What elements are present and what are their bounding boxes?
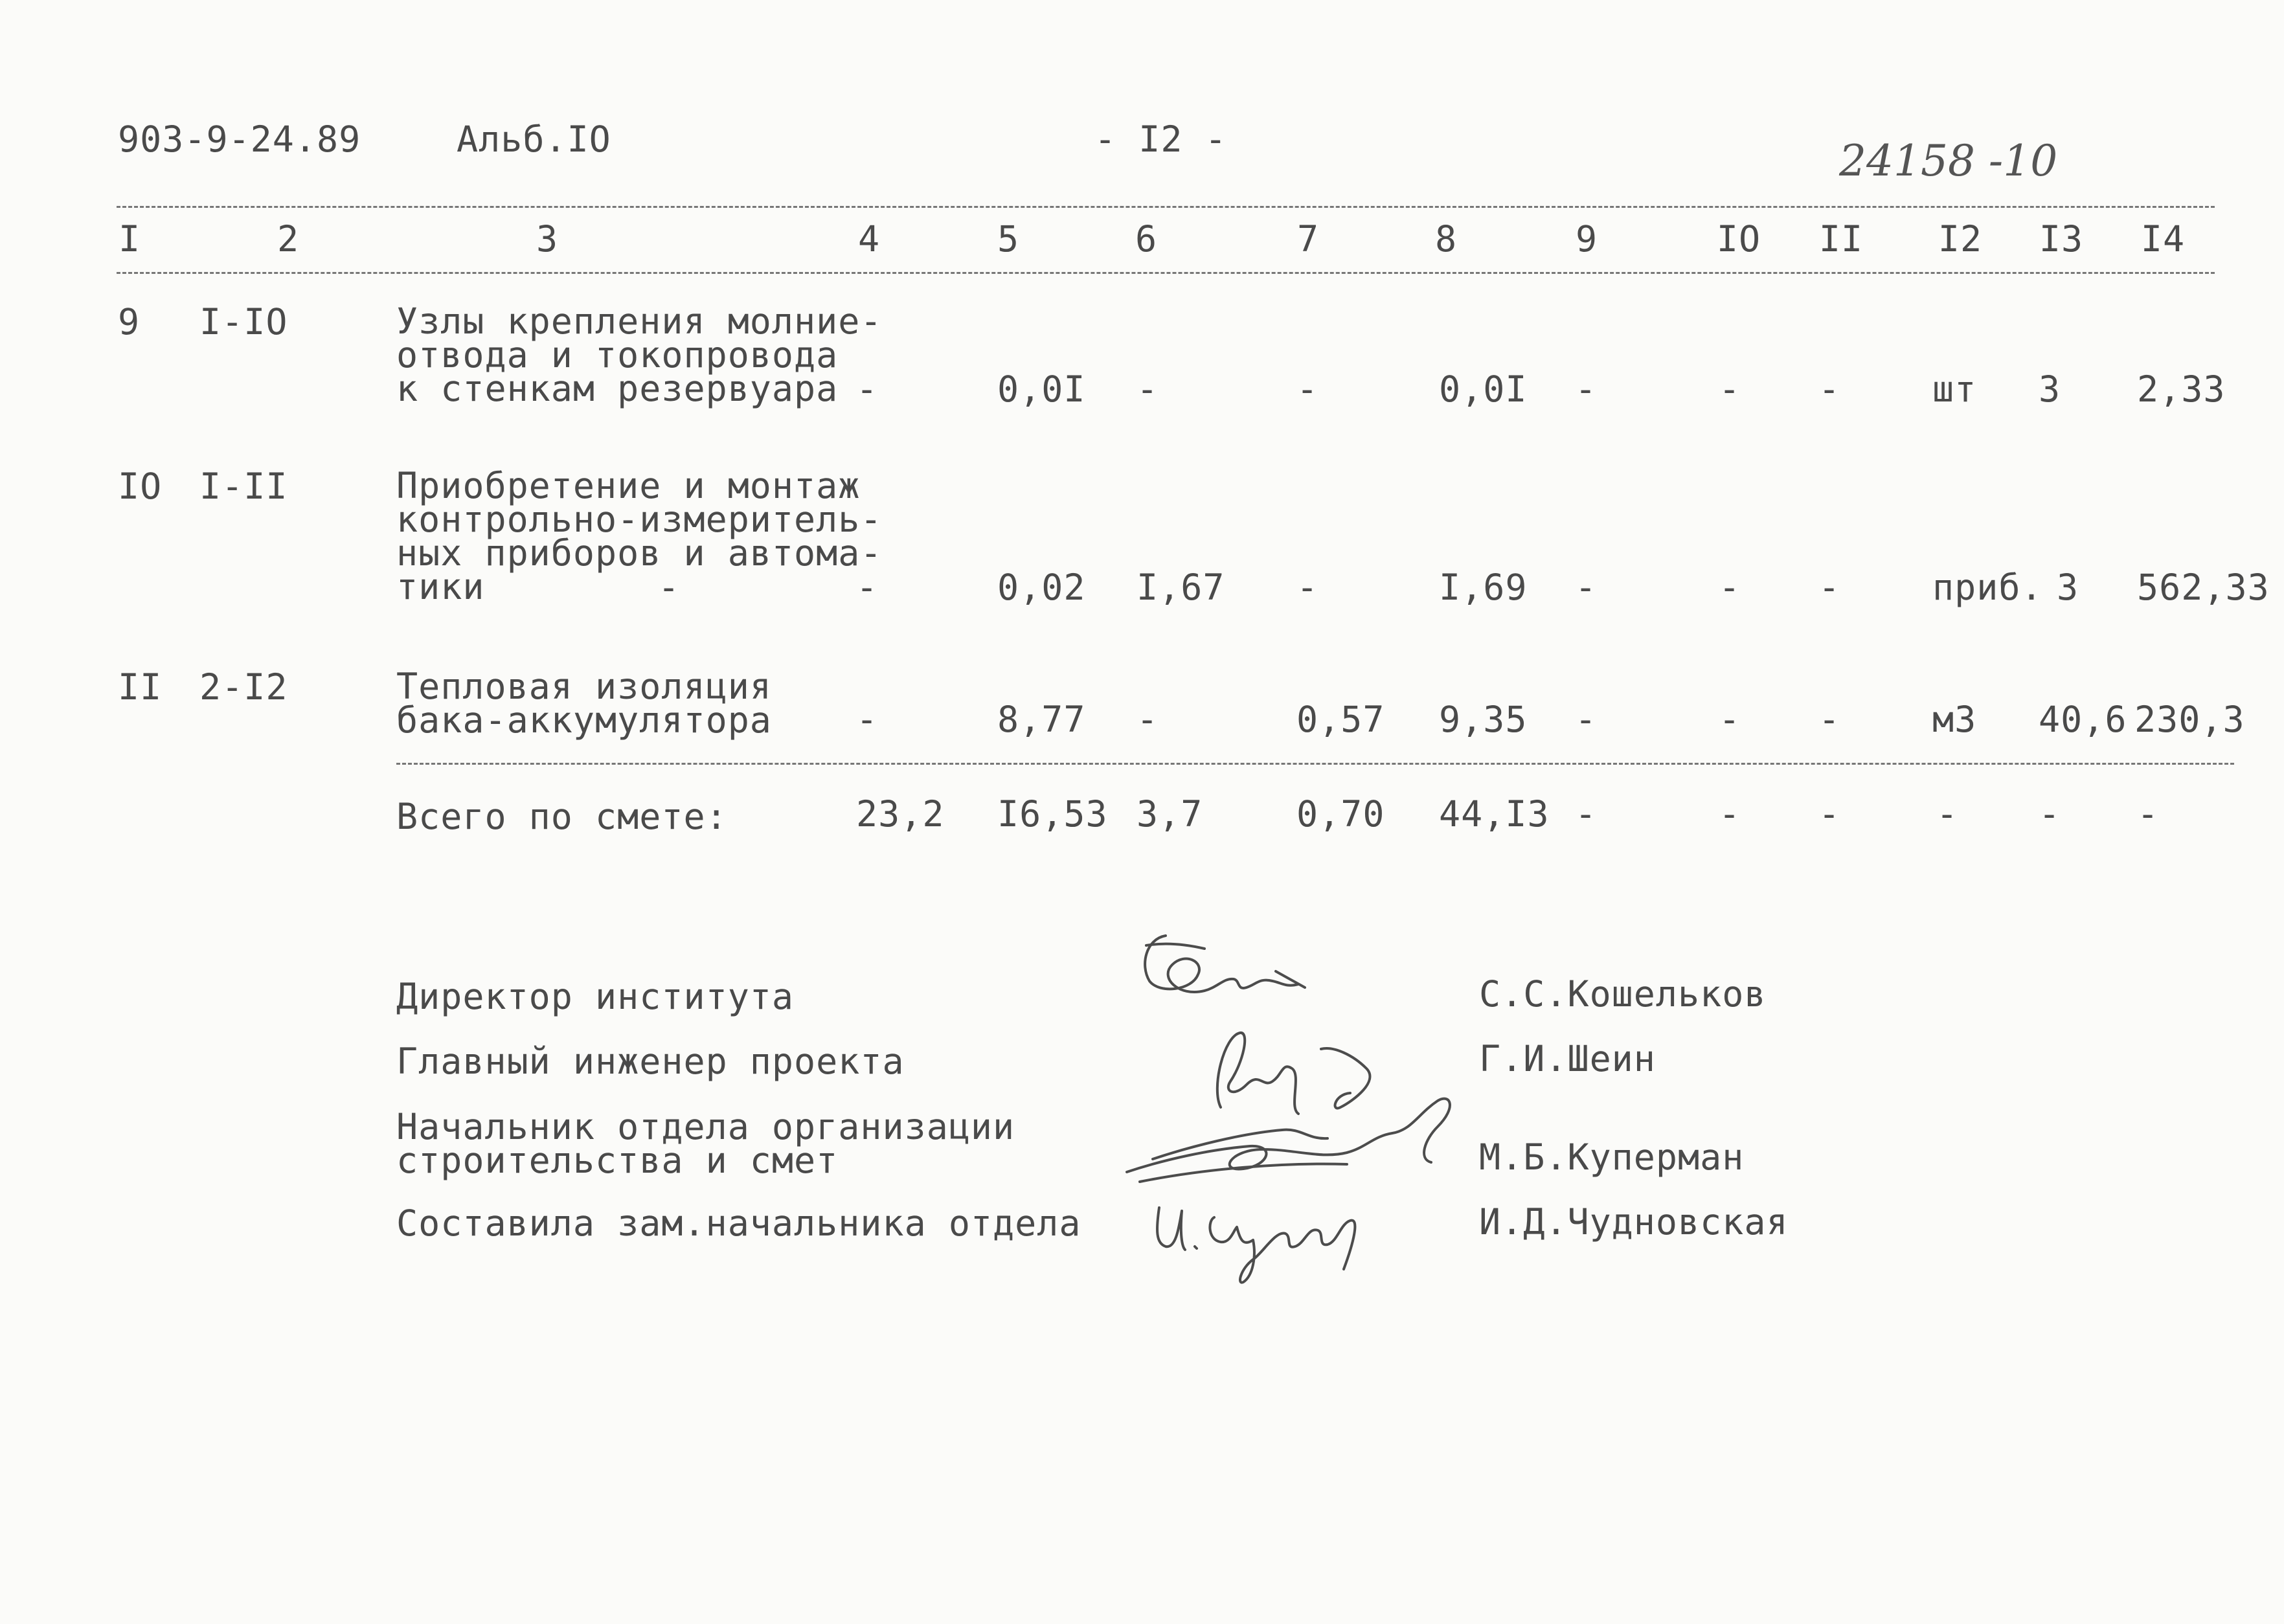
column-header: 7 (1296, 218, 1320, 260)
cell-quantity: 3 (2057, 567, 2079, 608)
total-col6: 3,7 (1136, 793, 1203, 835)
cell-col6: I,67 (1136, 567, 1225, 608)
total-label: Всего по смете: (396, 796, 728, 837)
cell-col10: - (1719, 567, 1741, 608)
cell-col11: - (1818, 368, 1841, 410)
row-number: II (118, 666, 163, 708)
cell-col4: - (856, 567, 879, 608)
album-number: Альб.IO (457, 118, 611, 160)
column-header: 8 (1434, 218, 1458, 260)
cell-col5: 0,02 (997, 567, 1086, 608)
column-header: I3 (2039, 218, 2084, 260)
cell-col4: - (856, 368, 879, 410)
cell-col14: 230,3 (2134, 699, 2245, 740)
cell-col9: - (1575, 567, 1598, 608)
total-col9: - (1575, 793, 1598, 835)
cell-col7: - (1296, 567, 1319, 608)
column-header: IO (1716, 218, 1761, 260)
signatory-position: Составила зам.начальника отдела (396, 1202, 1081, 1244)
row-reference: 2-I2 (199, 666, 288, 708)
total-col7: 0,70 (1296, 793, 1385, 835)
document-code: 903-9-24.89 (118, 118, 361, 160)
column-header: II (1818, 218, 1864, 260)
column-header: I2 (1938, 218, 1983, 260)
row-description: Узлы крепления молние- отвода и токопровода к стенкам резервуара (396, 300, 883, 409)
cell-col7: 0,57 (1296, 699, 1385, 740)
inventory-number: 24158 -10 (1839, 136, 2058, 186)
column-header: 9 (1575, 218, 1598, 260)
cell-quantity: 40,6 (2039, 699, 2127, 740)
cell-col8: 9,35 (1439, 699, 1528, 740)
cell-unit: шт (1932, 368, 1977, 410)
total-rule (396, 763, 2234, 765)
total-col11: - (1818, 793, 1841, 835)
row-number: 9 (118, 301, 141, 343)
cell-col6: - (1136, 699, 1159, 740)
cell-quantity: 3 (2039, 368, 2061, 410)
total-col14: - (2137, 793, 2160, 835)
signatory-name: Г.И.Шеин (1479, 1038, 1656, 1079)
cell-col9: - (1575, 368, 1598, 410)
signatory-name: М.Б.Куперман (1479, 1136, 1745, 1178)
column-header: 3 (536, 218, 559, 260)
cell-col11: - (1818, 567, 1841, 608)
cell-col7: - (1296, 368, 1319, 410)
row-description-dash: - (658, 567, 681, 608)
cell-col8: 0,0I (1439, 368, 1528, 410)
cell-unit: приб. (1932, 567, 2043, 608)
total-col10: - (1719, 793, 1741, 835)
row-reference: I-II (199, 466, 288, 507)
cell-unit: м3 (1932, 699, 1977, 740)
row-reference: I-IO (199, 301, 288, 343)
total-col8: 44,I3 (1439, 793, 1550, 835)
column-header: I4 (2140, 218, 2186, 260)
cell-col14: 2,33 (2137, 368, 2226, 410)
signatory-name: И.Д.Чудновская (1479, 1201, 1789, 1243)
total-col13: - (2039, 793, 2061, 835)
header-bottom-rule (117, 272, 2215, 274)
cell-col8: I,69 (1439, 567, 1528, 608)
signatory-position: Директор института (396, 976, 795, 1017)
column-header: 6 (1135, 218, 1158, 260)
cell-col4: - (856, 699, 879, 740)
department-head-signature (1114, 1088, 1489, 1198)
total-col12: - (1936, 793, 1959, 835)
column-header: 2 (277, 218, 300, 260)
cell-col14: 562,33 (2137, 567, 2270, 608)
column-header: 4 (857, 218, 881, 260)
cell-col6: - (1136, 368, 1159, 410)
row-number: IO (118, 466, 163, 507)
signatory-position: Начальник отдела организации строительства и смет (396, 1106, 1015, 1181)
column-header: 5 (997, 218, 1020, 260)
cell-col11: - (1818, 699, 1841, 740)
director-signature (1120, 926, 1315, 1017)
cell-col5: 0,0I (997, 368, 1086, 410)
row-description: Приобретение и монтаж контрольно-измеритель- ных приборов и автома- тики (396, 465, 883, 607)
row-description: Тепловая изоляция бака-аккумулятора (396, 666, 772, 741)
page-number: - I2 - (1094, 118, 1227, 160)
signatory-name: С.С.Кошельков (1479, 973, 1767, 1015)
cell-col5: 8,77 (997, 699, 1086, 740)
cell-col10: - (1719, 368, 1741, 410)
column-header: I (118, 218, 141, 260)
total-col4: 23,2 (856, 793, 945, 835)
total-col5: I6,53 (997, 793, 1108, 835)
compiler-signature (1146, 1191, 1405, 1289)
cell-col10: - (1719, 699, 1741, 740)
cell-col9: - (1575, 699, 1598, 740)
signatory-position: Главный инженер проекта (396, 1041, 905, 1082)
header-top-rule (117, 206, 2215, 208)
